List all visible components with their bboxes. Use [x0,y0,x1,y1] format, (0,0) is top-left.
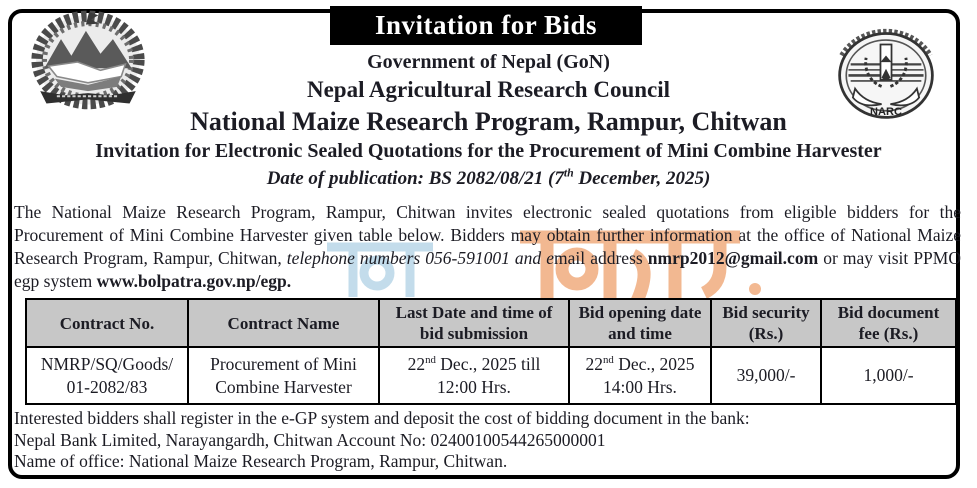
cell-opening-date [569,347,711,404]
header-contract-no: Contract No. [26,299,188,347]
footer-line-register: Interested bidders shall register in the e-GP system and deposit the cost of bidding document in the bank: [14,408,750,428]
notice-title: Invitation for Electronic Sealed Quotations for the Procurement of Mini Combine Harvester [95,140,882,162]
invitation-paragraph [14,201,961,293]
submission-rest: Dec., 2025 till [435,353,541,374]
document-header [0,49,977,191]
header-contract-name: Contract Name [188,299,379,347]
publication-date-ordinal: th [563,166,574,180]
paragraph-telephone-italic: telephone numbers 056-591001 and e [281,248,555,268]
header-bid-opening: Bid opening date and time [569,299,711,347]
publication-date-pre: Date of publication: BS 2082/08/21 (7 [266,168,564,189]
egp-url-text: www.bolpatra.gov.np/egp. [96,271,292,291]
opening-time: 14:00 Hrs. [603,376,677,397]
footer-line-bank-account: Nepal Bank Limited, Narayangardh, Chitwan Account No: 02400100544265000001 [14,429,606,450]
table-row [26,347,956,404]
footer-notes [14,408,961,473]
email-address-text: nmrp2012@gmail.com [647,248,819,268]
cell-contract-no [26,347,188,404]
cell-submission-deadline [379,347,569,404]
table-header-row [26,299,956,347]
org-line-council: Nepal Agricultural Research Council [306,77,671,102]
title-banner-label: Invitation for Bids [374,10,598,40]
org-line-government: Government of Nepal (GoN) [367,51,610,73]
paragraph-part4: or may visit PPMO egp system [14,248,961,291]
paragraph-part3: mail address [554,248,648,268]
opening-day: 22 [585,353,603,374]
paragraph-part1: The National Maize Research Program, Rampur, Chitwan invites electronic sealed quotations from eligible bidders for the Procurement of Mini Combine Harvester given table below. Bidders may obtain further information at the office of National Maize Research Program, Rampur, Chitwan, [14,202,961,268]
publication-date-post: December, 2025) [573,168,711,189]
opening-line1 [574,353,706,376]
org-line-program: National Maize Research Program, Rampur, Chitwan [190,107,787,136]
submission-ordinal: nd [425,353,436,366]
bid-details-table [25,298,957,405]
submission-time: 12:00 Hrs. [437,376,511,397]
cell-bid-document-fee: 1,000/- [821,347,956,404]
title-banner [330,6,642,45]
header-bid-document-fee: Bid document fee (Rs.) [821,299,956,347]
contract-no-line1: NMRP/SQ/Goods/ [40,353,174,374]
narc-logo-text: NARC [870,106,902,119]
contract-name-line2: Combine Harvester [215,376,352,397]
submission-day: 22 [407,353,426,374]
footer-line-office-name: Name of office: National Maize Research Program, Rampur, Chitwan. [14,451,508,471]
opening-ordinal: nd [602,353,614,366]
cell-bid-security: 39,000/- [711,347,821,404]
cell-contract-name [188,347,379,404]
submission-line1 [384,353,564,376]
header-last-date: Last Date and time of bid submission [379,299,569,347]
publication-date-line [0,166,977,191]
header-bid-security: Bid security (Rs.) [711,299,821,347]
opening-rest: Dec., 2025 [613,353,695,374]
contract-name-line1: Procurement of Mini [210,353,357,374]
contract-no-line2: 01-2082/83 [66,376,148,397]
